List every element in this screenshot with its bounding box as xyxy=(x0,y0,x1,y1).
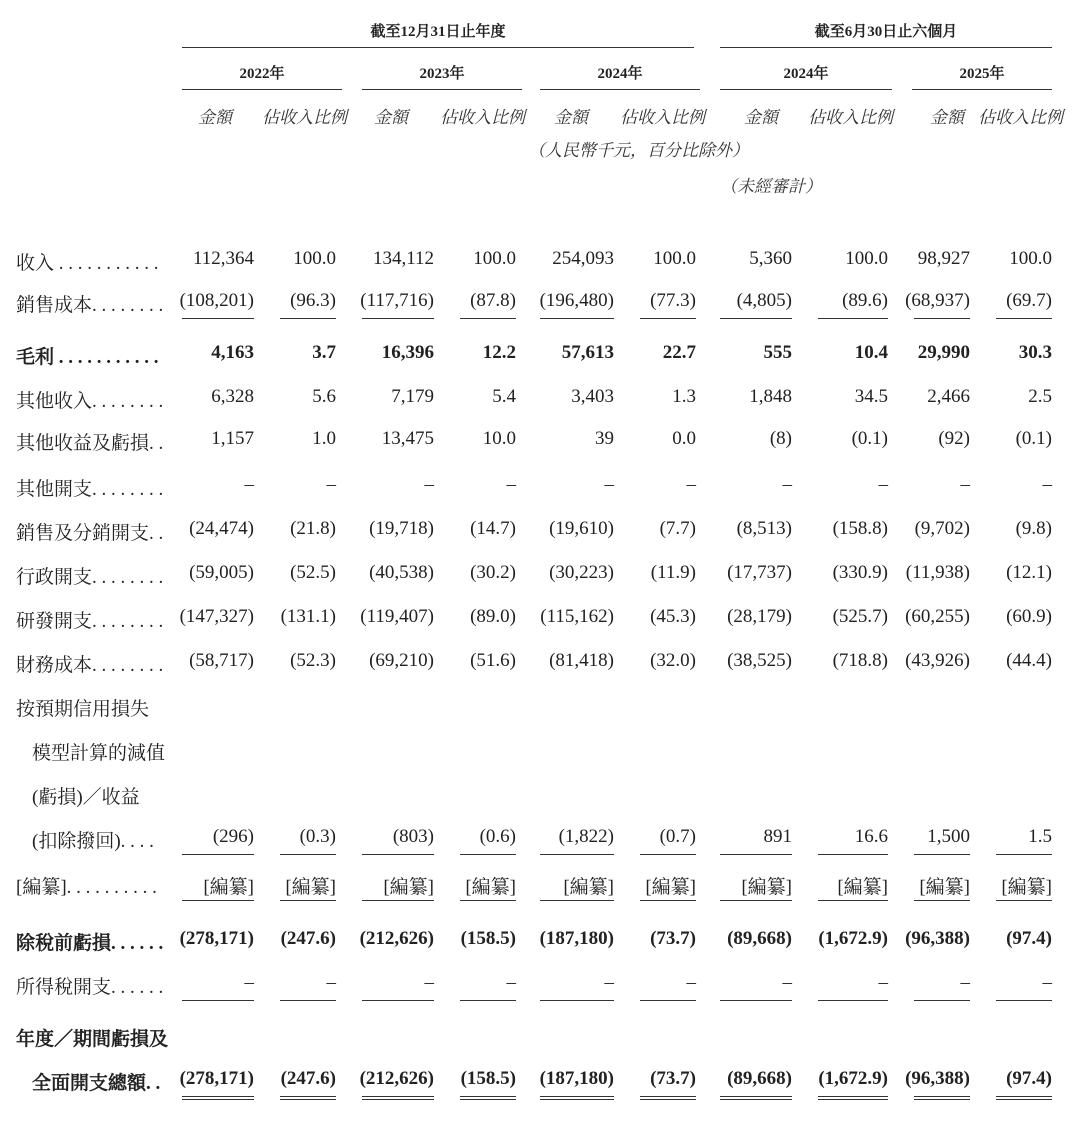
cell-ratio: (158.5) xyxy=(460,928,516,949)
year-header-2025-rule xyxy=(912,89,1052,90)
cell-amount: (68,937) xyxy=(905,290,970,311)
cell-ratio: 100.0 xyxy=(473,248,516,269)
subheader-amount: 金額 xyxy=(374,108,408,127)
row-label: 行政開支. . . . . . . . xyxy=(16,567,164,588)
cell-amount: 2,466 xyxy=(927,386,970,407)
cell-ratio: (1,672.9) xyxy=(818,1068,888,1089)
cell-ratio: (158.5) xyxy=(460,1068,516,1089)
subtotal-rule xyxy=(914,318,970,319)
cell-ratio: [編纂] xyxy=(465,877,516,898)
row-label: 按預期信用損失 xyxy=(16,699,150,720)
cell-amount: (17,737) xyxy=(727,562,792,583)
cell-amount: (28,179) xyxy=(727,606,792,627)
subtotal-rule xyxy=(540,854,614,855)
cell-amount: 29,990 xyxy=(917,342,970,363)
cell-ratio: (73.7) xyxy=(650,928,696,949)
cell-ratio: (247.6) xyxy=(280,928,336,949)
cell-ratio: (73.7) xyxy=(650,1068,696,1089)
subtotal-rule xyxy=(460,1000,516,1001)
year-header-2025: 2025年 xyxy=(959,66,1005,82)
subheader-ratio: 佔收入比例 xyxy=(978,108,1063,127)
cell-amount: (115,162) xyxy=(540,606,614,627)
cell-ratio: 1.3 xyxy=(672,386,696,407)
cell-ratio: (44.4) xyxy=(1006,650,1052,671)
cell-amount: (4,805) xyxy=(736,290,792,311)
cell-amount: – xyxy=(244,474,254,495)
cell-amount: 6,328 xyxy=(211,386,254,407)
cell-ratio: – xyxy=(506,474,516,495)
cell-amount: [編纂] xyxy=(919,877,970,898)
total-double-rule xyxy=(182,1096,254,1100)
cell-ratio: (77.3) xyxy=(650,290,696,311)
cell-ratio: 2.5 xyxy=(1028,386,1052,407)
total-double-rule xyxy=(640,1096,696,1100)
cell-ratio: (60.9) xyxy=(1006,606,1052,627)
subtotal-rule xyxy=(460,854,516,855)
subtotal-rule xyxy=(640,854,696,855)
cell-amount: (58,717) xyxy=(189,650,254,671)
row-label: 模型計算的減值 xyxy=(32,743,166,764)
row-label: 銷售及分銷開支. . xyxy=(16,523,164,544)
cell-amount: (19,610) xyxy=(549,518,614,539)
cell-ratio: (9.8) xyxy=(1015,518,1052,539)
cell-ratio: (69.7) xyxy=(1006,290,1052,311)
subtotal-rule xyxy=(460,900,516,901)
cell-amount: (11,938) xyxy=(905,562,970,583)
cell-amount: 3,403 xyxy=(571,386,614,407)
cell-amount: (9,702) xyxy=(914,518,970,539)
row-label: 所得稅開支. . . . . . xyxy=(16,977,164,998)
cell-amount: (43,926) xyxy=(905,650,970,671)
cell-ratio: 22.7 xyxy=(662,342,696,363)
subtotal-rule xyxy=(362,318,434,319)
subtotal-rule xyxy=(996,900,1052,901)
cell-amount: – xyxy=(604,474,614,495)
subtotal-rule xyxy=(540,1000,614,1001)
cell-ratio: – xyxy=(506,972,516,993)
cell-amount: – xyxy=(604,972,614,993)
cell-ratio: (1,672.9) xyxy=(818,928,888,949)
cell-ratio: (97.4) xyxy=(1006,1068,1052,1089)
subtotal-rule xyxy=(914,1000,970,1001)
subtotal-rule xyxy=(280,1000,336,1001)
cell-ratio: (0.6) xyxy=(479,826,516,847)
cell-amount: 57,613 xyxy=(561,342,614,363)
row-label: 除稅前虧損. . . . . . xyxy=(16,933,164,954)
cell-amount: (187,180) xyxy=(539,1068,614,1089)
cell-ratio: – xyxy=(326,972,336,993)
row-label: 全面開支總額. . xyxy=(32,1073,161,1094)
cell-ratio: – xyxy=(686,972,696,993)
cell-amount: 134,112 xyxy=(372,248,434,269)
cell-ratio: (330.9) xyxy=(832,562,888,583)
cell-amount: 39 xyxy=(595,428,614,449)
cell-ratio: (89.6) xyxy=(842,290,888,311)
cell-ratio: 100.0 xyxy=(653,248,696,269)
cell-ratio: (97.4) xyxy=(1006,928,1052,949)
cell-ratio: 30.3 xyxy=(1018,342,1052,363)
total-double-rule xyxy=(996,1096,1052,1100)
cell-amount: (147,327) xyxy=(179,606,254,627)
cell-amount: (803) xyxy=(392,826,434,847)
cell-amount: (8) xyxy=(769,428,792,449)
cell-ratio: (718.8) xyxy=(832,650,888,671)
subtotal-rule xyxy=(818,854,888,855)
subheader-amount: 金額 xyxy=(930,108,964,127)
cell-amount: (24,474) xyxy=(189,518,254,539)
year-header-2023: 2023年 xyxy=(419,66,465,82)
cell-amount: (89,668) xyxy=(727,928,792,949)
cell-amount: (69,210) xyxy=(369,650,434,671)
cell-ratio: 10.0 xyxy=(482,428,516,449)
subtotal-rule xyxy=(720,854,792,855)
subtotal-rule xyxy=(818,1000,888,1001)
cell-ratio: 5.4 xyxy=(492,386,516,407)
cell-amount: (296) xyxy=(212,826,254,847)
cell-amount: (19,718) xyxy=(369,518,434,539)
cell-ratio: (11.9) xyxy=(650,562,696,583)
unit-note: （人民幣千元，百分比除外） xyxy=(528,141,749,160)
cell-ratio: 3.7 xyxy=(312,342,336,363)
subtotal-rule xyxy=(460,318,516,319)
cell-ratio: (45.3) xyxy=(650,606,696,627)
cell-ratio: – xyxy=(1042,474,1052,495)
cell-amount: 1,848 xyxy=(749,386,792,407)
cell-amount: (278,171) xyxy=(179,1068,254,1089)
cell-amount: (30,223) xyxy=(549,562,614,583)
cell-ratio: 16.6 xyxy=(854,826,888,847)
cell-ratio: (96.3) xyxy=(290,290,336,311)
cell-ratio: (30.2) xyxy=(470,562,516,583)
cell-amount: – xyxy=(960,972,970,993)
cell-amount: 555 xyxy=(763,342,792,363)
cell-ratio: 34.5 xyxy=(854,386,888,407)
cell-ratio: [編纂] xyxy=(285,877,336,898)
cell-amount: 5,360 xyxy=(749,248,792,269)
total-double-rule xyxy=(280,1096,336,1100)
cell-ratio: (21.8) xyxy=(290,518,336,539)
year-header-2024-fy: 2024年 xyxy=(597,66,643,82)
total-double-rule xyxy=(460,1096,516,1100)
cell-ratio: (51.6) xyxy=(470,650,516,671)
cell-amount: – xyxy=(782,972,792,993)
subtotal-rule xyxy=(996,318,1052,319)
subheader-amount: 金額 xyxy=(198,108,232,127)
subtotal-rule xyxy=(818,318,888,319)
cell-amount: (81,418) xyxy=(549,650,614,671)
cell-amount: 16,396 xyxy=(381,342,434,363)
row-label: (虧損)／收益 xyxy=(32,787,140,808)
cell-amount: (38,525) xyxy=(727,650,792,671)
total-double-rule xyxy=(720,1096,792,1100)
cell-ratio: [編纂] xyxy=(645,877,696,898)
subtotal-rule xyxy=(280,318,336,319)
row-label: 毛利 . . . . . . . . . . . xyxy=(16,347,159,368)
cell-ratio: [編纂] xyxy=(837,877,888,898)
cell-ratio: (0.3) xyxy=(299,826,336,847)
total-double-rule xyxy=(540,1096,614,1100)
cell-amount: – xyxy=(960,474,970,495)
year-header-2024-fy-rule xyxy=(540,89,700,90)
subtotal-rule xyxy=(996,854,1052,855)
cell-ratio: (525.7) xyxy=(832,606,888,627)
year-header-2024-6m: 2024年 xyxy=(783,66,829,82)
cell-amount: [編纂] xyxy=(383,877,434,898)
cell-ratio: – xyxy=(686,474,696,495)
cell-ratio: (87.8) xyxy=(470,290,516,311)
subtotal-rule xyxy=(362,900,434,901)
cell-amount: (196,480) xyxy=(539,290,614,311)
row-label: 銷售成本. . . . . . . . xyxy=(16,295,164,316)
cell-ratio: 5.6 xyxy=(312,386,336,407)
cell-ratio: 100.0 xyxy=(1009,248,1052,269)
row-label: 研發開支. . . . . . . . xyxy=(16,611,164,632)
subtotal-rule xyxy=(640,1000,696,1001)
subtotal-rule xyxy=(362,1000,434,1001)
cell-amount: – xyxy=(424,972,434,993)
cell-ratio: (0.7) xyxy=(659,826,696,847)
subtotal-rule xyxy=(640,318,696,319)
header-group-six-months: 截至6月30日止六個月 xyxy=(814,24,958,40)
cell-ratio: (32.0) xyxy=(650,650,696,671)
subheader-ratio: 佔收入比例 xyxy=(262,108,347,127)
cell-amount: 98,927 xyxy=(917,248,970,269)
cell-ratio: (12.1) xyxy=(1006,562,1052,583)
cell-amount: (108,201) xyxy=(179,290,254,311)
subtotal-rule xyxy=(720,318,792,319)
cell-amount: – xyxy=(782,474,792,495)
cell-amount: (212,626) xyxy=(359,928,434,949)
cell-ratio: 100.0 xyxy=(845,248,888,269)
total-double-rule xyxy=(362,1096,434,1100)
subtotal-rule xyxy=(914,900,970,901)
row-label: 其他收入. . . . . . . . xyxy=(16,391,164,412)
subheader-ratio: 佔收入比例 xyxy=(620,108,705,127)
year-header-2022: 2022年 xyxy=(239,66,285,82)
year-header-2024-6m-rule xyxy=(720,89,892,90)
cell-ratio: [編纂] xyxy=(1001,877,1052,898)
subtotal-rule xyxy=(720,1000,792,1001)
cell-amount: (119,407) xyxy=(360,606,434,627)
cell-amount: 891 xyxy=(763,826,792,847)
total-double-rule xyxy=(914,1096,970,1100)
subtotal-rule xyxy=(182,854,254,855)
cell-amount: (89,668) xyxy=(727,1068,792,1089)
year-header-2022-rule xyxy=(182,89,342,90)
cell-ratio: – xyxy=(1042,972,1052,993)
subtotal-rule xyxy=(818,900,888,901)
cell-ratio: – xyxy=(326,474,336,495)
subtotal-rule xyxy=(280,854,336,855)
subtotal-rule xyxy=(182,318,254,319)
cell-ratio: 12.2 xyxy=(482,342,516,363)
subtotal-rule xyxy=(996,1000,1052,1001)
cell-ratio: 10.4 xyxy=(854,342,888,363)
subheader-ratio: 佔收入比例 xyxy=(808,108,893,127)
subheader-amount: 金額 xyxy=(554,108,588,127)
subheader-ratio: 佔收入比例 xyxy=(440,108,525,127)
subtotal-rule xyxy=(914,854,970,855)
header-group-six-months-rule xyxy=(720,47,1052,48)
cell-amount: (59,005) xyxy=(189,562,254,583)
cell-amount: (96,388) xyxy=(905,928,970,949)
cell-ratio: (89.0) xyxy=(470,606,516,627)
header-group-fiscal-year: 截至12月31日止年度 xyxy=(370,24,506,40)
cell-amount: (278,171) xyxy=(179,928,254,949)
year-header-2023-rule xyxy=(362,89,522,90)
cell-amount: 13,475 xyxy=(381,428,434,449)
subtotal-rule xyxy=(540,318,614,319)
cell-amount: (40,538) xyxy=(369,562,434,583)
cell-amount: (60,255) xyxy=(905,606,970,627)
subtotal-rule xyxy=(720,900,792,901)
cell-ratio: (0.1) xyxy=(1015,428,1052,449)
cell-amount: 4,163 xyxy=(211,342,254,363)
total-double-rule xyxy=(818,1096,888,1100)
row-label: 其他開支. . . . . . . . xyxy=(16,479,164,500)
subtotal-rule xyxy=(640,900,696,901)
header-group-fiscal-year-rule xyxy=(182,47,694,48)
cell-ratio: 1.0 xyxy=(312,428,336,449)
cell-ratio: (7.7) xyxy=(659,518,696,539)
cell-amount: (8,513) xyxy=(736,518,792,539)
cell-amount: [編纂] xyxy=(741,877,792,898)
row-label: 年度／期間虧損及 xyxy=(16,1029,169,1050)
row-label: 其他收益及虧損. . xyxy=(16,433,164,454)
cell-ratio: – xyxy=(878,972,888,993)
cell-ratio: 0.0 xyxy=(672,428,696,449)
subtotal-rule xyxy=(280,900,336,901)
cell-amount: [編纂] xyxy=(563,877,614,898)
row-label: [編纂]. . . . . . . . . . xyxy=(16,877,157,898)
cell-amount: (92) xyxy=(938,428,970,449)
cell-amount: 1,157 xyxy=(211,428,254,449)
cell-amount: 1,500 xyxy=(927,826,970,847)
cell-amount: (212,626) xyxy=(359,1068,434,1089)
cell-ratio: (52.5) xyxy=(290,562,336,583)
row-label: 財務成本. . . . . . . . xyxy=(16,655,164,676)
cell-amount: (96,388) xyxy=(905,1068,970,1089)
cell-ratio: (131.1) xyxy=(280,606,336,627)
cell-amount: 254,093 xyxy=(552,248,614,269)
subtotal-rule xyxy=(182,900,254,901)
subtotal-rule xyxy=(540,900,614,901)
subtotal-rule xyxy=(362,854,434,855)
cell-amount: 112,364 xyxy=(192,248,254,269)
cell-amount: (1,822) xyxy=(558,826,614,847)
cell-ratio: 1.5 xyxy=(1028,826,1052,847)
cell-amount: (117,716) xyxy=(360,290,434,311)
cell-ratio: (158.8) xyxy=(832,518,888,539)
cell-ratio: 100.0 xyxy=(293,248,336,269)
row-label: 收入 . . . . . . . . . . . xyxy=(16,253,159,274)
cell-amount: – xyxy=(424,474,434,495)
cell-ratio: – xyxy=(878,474,888,495)
cell-ratio: (14.7) xyxy=(470,518,516,539)
subtotal-rule xyxy=(182,1000,254,1001)
cell-ratio: (247.6) xyxy=(280,1068,336,1089)
cell-ratio: (52.3) xyxy=(290,650,336,671)
unaudited-note: （未經審計） xyxy=(720,177,822,196)
cell-amount: 7,179 xyxy=(391,386,434,407)
row-label: (扣除撥回). . . . xyxy=(32,831,154,852)
subheader-amount: 金額 xyxy=(744,108,778,127)
cell-amount: (187,180) xyxy=(539,928,614,949)
cell-ratio: (0.1) xyxy=(851,428,888,449)
cell-amount: [編纂] xyxy=(203,877,254,898)
cell-amount: – xyxy=(244,972,254,993)
